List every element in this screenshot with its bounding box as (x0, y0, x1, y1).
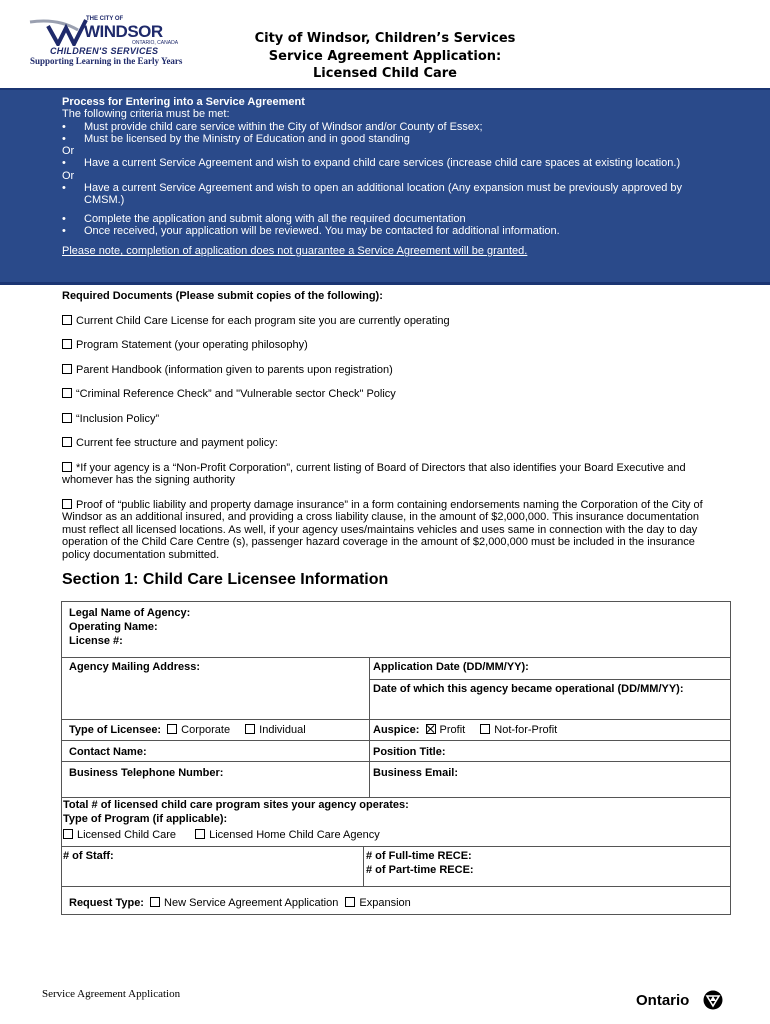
doc-item: *If your agency is a “Non-Profit Corporation”, current listing of Board of Directors that also identifies your Board Executive and whomever has the signing authority (62, 461, 686, 486)
ontario-wordmark: Ontario (636, 992, 690, 1009)
footer-text: Service Agreement Application (42, 988, 181, 1000)
process-intro: The following criteria must be met: (62, 108, 230, 121)
step-item: • Complete the application and submit along with all the required documentation (62, 213, 710, 225)
home-child-care-checkbox[interactable] (195, 829, 205, 839)
num-staff-label: # of Staff: (63, 850, 114, 862)
trillium-icon (703, 990, 723, 1010)
process-box (0, 88, 770, 285)
checkbox[interactable] (62, 437, 72, 447)
page-title (230, 30, 540, 83)
profit-checkbox[interactable] (426, 724, 436, 734)
checkbox[interactable] (62, 462, 72, 472)
contact-name-label: Contact Name: (69, 746, 147, 758)
criteria-item: • Must provide child care service within the City of Windsor and/or County of Essex; (62, 121, 710, 133)
title-line-1: City of Windsor, Children’s Services (254, 31, 516, 46)
logo-small-text: THE CITY OF (86, 16, 124, 22)
doc-item: Current fee structure and payment policy: (62, 437, 712, 450)
logo-wordmark: WINDSOR (84, 22, 163, 41)
fulltime-rece-label: # of Full-time RECE: (366, 850, 472, 862)
logo-tagline: Supporting Learning in the Early Years (30, 56, 183, 66)
criteria-item: • Have a current Service Agreement and wish to expand child care services (increase child care spaces at existing location.) (62, 157, 710, 169)
doc-item: Current Child Care License for each program site you are currently operating (62, 315, 712, 328)
required-docs-heading: Required Documents (Please submit copies of the following): (62, 290, 383, 302)
business-email-label: Business Email: (373, 767, 458, 779)
title-line-2: Service Agreement Application: (268, 48, 502, 64)
or-text: Or (62, 145, 75, 158)
program-options: Licensed Child Care Licensed Home Child Care Agency (63, 828, 409, 842)
nonprofit-checkbox[interactable] (480, 724, 490, 734)
checkbox[interactable] (62, 499, 72, 509)
operational-date-label: Date of which this agency became operational (DD/MM/YY): (373, 683, 684, 695)
checkbox[interactable] (62, 364, 72, 374)
criteria-item: • Must be licensed by the Ministry of Education and in good standing (62, 133, 710, 145)
logo-region: ONTARIO, CANADA (132, 40, 179, 46)
licensee-type-row: Type of Licensee: Corporate Individual (69, 724, 306, 736)
mailing-address-label: Agency Mailing Address: (69, 661, 201, 673)
operating-name-label: Operating Name: (69, 621, 158, 633)
process-note: Please note, completion of application does not guarantee a Service Agreement will be granted. (62, 245, 528, 258)
application-date-label: Application Date (DD/MM/YY): (373, 661, 529, 673)
licensee-form (61, 601, 731, 915)
or-text: Or (62, 169, 75, 182)
corporate-checkbox[interactable] (167, 724, 177, 734)
legal-name-label: Legal Name of Agency: (69, 607, 191, 619)
licensed-child-care-checkbox[interactable] (63, 829, 73, 839)
type-program-label: Type of Program (if applicable): (63, 813, 228, 825)
total-sites-label: Total # of licensed child care program sites your agency operates: (63, 799, 409, 811)
checkbox[interactable] (62, 388, 72, 398)
checkbox[interactable] (62, 339, 72, 349)
parttime-rece-label: # of Part-time RECE: (366, 864, 474, 876)
criteria-item: • Have a current Service Agreement and wish to open an additional location (Any expansion must be previously approved by CMSM.) (62, 182, 710, 207)
checkbox[interactable] (62, 413, 72, 423)
doc-item: Program Statement (your operating philosophy) (62, 339, 712, 352)
required-documents (62, 290, 712, 561)
request-type-row: Request Type: New Service Agreement Application Expansion (69, 897, 411, 909)
new-agreement-checkbox[interactable] (150, 897, 160, 907)
license-label: License #: (69, 635, 123, 647)
auspice-row: Auspice: Profit Not-for-Profit (373, 724, 558, 736)
doc-item: “Criminal Reference Check” and "Vulnerable sector Check" Policy (62, 388, 712, 401)
doc-item: Parent Handbook (information given to parents upon registration) (62, 364, 712, 377)
doc-item: “Inclusion Policy” (62, 413, 712, 426)
section-title: Section 1: Child Care Licensee Information (62, 571, 389, 588)
position-title-label: Position Title: (373, 746, 446, 758)
doc-item: Proof of “public liability and property damage insurance” in a form containing endorsements naming the Corporation of the City of Windsor as an additional insured, and providing a cross liability clause, in the amount of $2,000,000. This insurance documentation must reflect all licensed locations. As well, if your agency uses/maintains vehicles and uses same in connection with the day to day operation of the Child Care Centre (s), passenger hazard coverage in the amount of $2,000,000 must be included in the insurance policy documentation submitted. (62, 498, 703, 561)
expansion-checkbox[interactable] (345, 897, 355, 907)
step-item: • Once received, your application will be reviewed. You may be contacted for additional information. (62, 225, 710, 237)
title-line-3: Licensed Child Care (313, 66, 457, 81)
logo-dept: CHILDREN'S SERVICES (50, 46, 159, 56)
checkbox[interactable] (62, 315, 72, 325)
process-heading: Process for Entering into a Service Agreement (62, 96, 305, 108)
individual-checkbox[interactable] (245, 724, 255, 734)
business-phone-label: Business Telephone Number: (69, 767, 224, 779)
